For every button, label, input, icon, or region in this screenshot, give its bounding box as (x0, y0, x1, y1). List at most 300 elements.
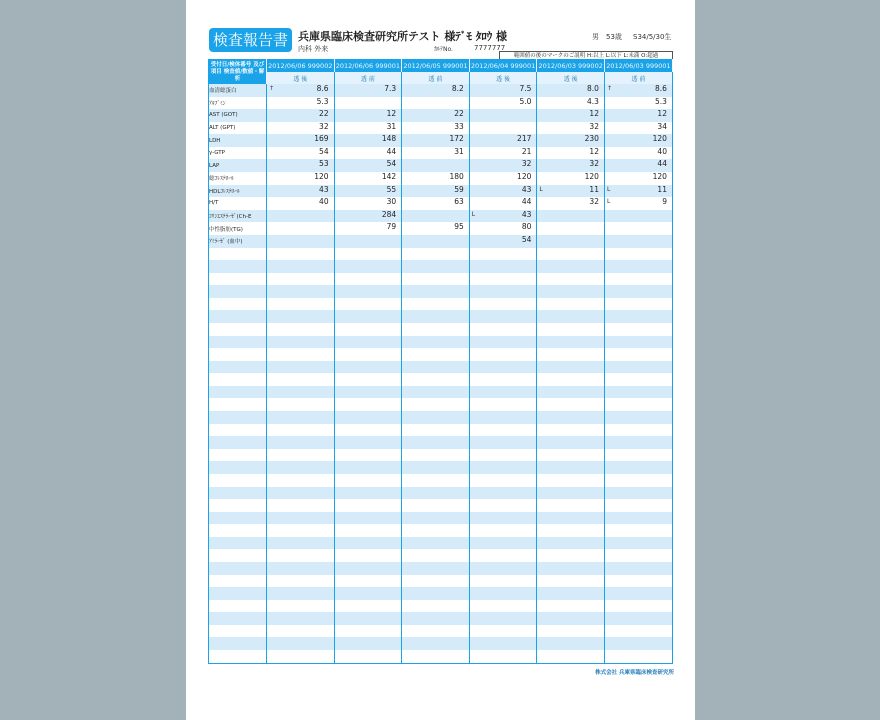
table-row (209, 210, 673, 223)
empty-cell (604, 449, 672, 462)
result-value: 32 (589, 197, 599, 207)
empty-table-row (209, 310, 673, 323)
result-cell (604, 185, 672, 198)
test-item-name: ｺﾘﾝｴｽﾃﾗｰｾﾞ(Ch-E (209, 210, 267, 223)
empty-cell (267, 411, 335, 424)
result-value: 40 (319, 197, 329, 207)
empty-cell (469, 348, 537, 361)
empty-cell (334, 474, 402, 487)
result-value: 8.6 (316, 84, 329, 93)
empty-cell (537, 600, 605, 613)
empty-cell (469, 386, 537, 399)
empty-cell (402, 562, 470, 575)
empty-cell (604, 587, 672, 600)
empty-cell (209, 537, 267, 550)
patient-sex: 男 (592, 33, 599, 41)
empty-cell (469, 260, 537, 273)
result-value: 8.6 (655, 84, 667, 93)
empty-cell (469, 562, 537, 575)
empty-cell (469, 323, 537, 336)
empty-cell (267, 625, 335, 638)
empty-cell (604, 273, 672, 286)
test-item-name: 中性脂肪(TG) (209, 222, 267, 235)
result-value: 32 (319, 121, 329, 131)
empty-table-row (209, 348, 673, 361)
empty-cell (334, 499, 402, 512)
result-value: 120 (652, 134, 667, 144)
empty-cell (209, 512, 267, 525)
empty-cell (537, 348, 605, 361)
empty-cell (469, 625, 537, 638)
result-cell (537, 134, 605, 147)
empty-cell (469, 549, 537, 562)
result-cell (402, 172, 470, 185)
empty-cell (604, 474, 672, 487)
result-value: 4.3 (587, 96, 599, 106)
empty-cell (537, 587, 605, 600)
empty-cell (209, 474, 267, 487)
result-value: 180 (449, 172, 464, 182)
empty-cell (209, 436, 267, 449)
result-value: 80 (521, 222, 532, 232)
empty-cell (334, 637, 402, 650)
table-row (209, 134, 673, 147)
empty-cell (209, 612, 267, 625)
empty-cell (402, 273, 470, 286)
result-value: 44 (521, 197, 532, 207)
result-cell (402, 147, 470, 160)
karte-number-value: 7777777 (474, 44, 506, 52)
empty-cell (334, 612, 402, 625)
empty-cell (537, 449, 605, 462)
report-title-badge: 検査報告書 (209, 28, 292, 52)
result-value: 12 (386, 109, 397, 119)
empty-cell (537, 310, 605, 323)
result-cell (267, 159, 335, 172)
result-cell (267, 97, 335, 110)
result-value: 54 (386, 159, 397, 169)
empty-table-row (209, 386, 673, 399)
result-value: 120 (517, 172, 532, 182)
empty-cell (209, 336, 267, 349)
column-date-header: 2012/06/06 999002 (267, 60, 335, 73)
result-cell (402, 122, 470, 135)
empty-cell (537, 323, 605, 336)
empty-cell (402, 449, 470, 462)
empty-cell (334, 373, 402, 386)
table-row (209, 235, 673, 248)
empty-cell (334, 600, 402, 613)
result-cell (402, 235, 470, 248)
empty-cell (402, 373, 470, 386)
empty-cell (334, 625, 402, 638)
patient-age: 53歳 (606, 33, 622, 41)
empty-table-row (209, 562, 673, 575)
column-date-header: 2012/06/04 999001 (469, 60, 537, 73)
result-cell (469, 197, 537, 210)
table-row (209, 172, 673, 185)
table-row (209, 97, 673, 110)
test-item-name: ｱﾐﾗｰｾﾞ (血中) (209, 235, 267, 248)
empty-cell (604, 575, 672, 588)
empty-cell (469, 637, 537, 650)
result-value: 11 (589, 184, 599, 194)
result-cell (402, 84, 470, 97)
empty-cell (267, 499, 335, 512)
empty-cell (267, 549, 335, 562)
result-value: 32 (589, 159, 599, 169)
table-row (209, 147, 673, 160)
result-value: 12 (589, 146, 599, 156)
empty-table-row (209, 461, 673, 474)
result-cell (537, 222, 605, 235)
empty-cell (267, 512, 335, 525)
result-cell (537, 97, 605, 110)
column-sub-header: 透 前 (334, 72, 402, 84)
empty-cell (209, 424, 267, 437)
empty-cell (209, 487, 267, 500)
empty-cell (537, 361, 605, 374)
result-flag: L (606, 198, 611, 206)
empty-cell (267, 587, 335, 600)
result-value: 55 (386, 184, 397, 194)
result-cell (267, 122, 335, 135)
result-cell (469, 210, 537, 223)
empty-cell (537, 537, 605, 550)
empty-cell (209, 449, 267, 462)
result-cell (604, 210, 672, 223)
empty-cell (604, 373, 672, 386)
empty-cell (267, 562, 335, 575)
result-value: 22 (454, 109, 464, 119)
test-item-name: 総ｺﾚｽﾃﾛｰﾙ (209, 172, 267, 185)
empty-table-row (209, 587, 673, 600)
result-value: 40 (657, 146, 667, 156)
empty-table-row (209, 323, 673, 336)
empty-cell (469, 248, 537, 261)
result-value: 43 (521, 209, 532, 219)
empty-table-row (209, 600, 673, 613)
empty-cell (604, 461, 672, 474)
empty-cell (469, 373, 537, 386)
result-cell (267, 84, 335, 97)
result-cell (469, 97, 537, 110)
empty-cell (334, 487, 402, 500)
empty-cell (402, 461, 470, 474)
test-item-name: HDLｺﾚｽﾃﾛｰﾙ (209, 185, 267, 198)
result-cell (334, 122, 402, 135)
empty-cell (604, 348, 672, 361)
empty-cell (209, 411, 267, 424)
table-row (209, 185, 673, 198)
empty-cell (537, 625, 605, 638)
empty-cell (469, 361, 537, 374)
empty-cell (604, 285, 672, 298)
empty-cell (334, 323, 402, 336)
empty-table-row (209, 512, 673, 525)
report-sheet (186, 0, 695, 720)
empty-cell (469, 587, 537, 600)
result-cell (267, 147, 335, 160)
empty-cell (537, 424, 605, 437)
empty-cell (604, 336, 672, 349)
result-value: 31 (386, 121, 397, 131)
result-flag: L (471, 210, 476, 218)
empty-cell (334, 449, 402, 462)
empty-cell (267, 487, 335, 500)
empty-cell (469, 499, 537, 512)
empty-cell (402, 600, 470, 613)
table-row (209, 122, 673, 135)
empty-cell (469, 310, 537, 323)
empty-cell (267, 398, 335, 411)
result-cell (402, 134, 470, 147)
empty-cell (334, 386, 402, 399)
empty-cell (267, 524, 335, 537)
test-item-name: H/T (209, 197, 267, 210)
empty-cell (209, 600, 267, 613)
empty-cell (334, 336, 402, 349)
empty-cell (537, 499, 605, 512)
empty-table-row (209, 298, 673, 311)
result-cell (402, 185, 470, 198)
empty-cell (604, 248, 672, 261)
empty-cell (469, 273, 537, 286)
column-date-header: 2012/06/03 999001 (604, 60, 672, 73)
empty-table-row (209, 336, 673, 349)
result-cell (402, 159, 470, 172)
empty-cell (267, 474, 335, 487)
empty-cell (604, 386, 672, 399)
result-value: 95 (454, 222, 464, 232)
empty-cell (334, 424, 402, 437)
empty-cell (402, 310, 470, 323)
result-cell (334, 210, 402, 223)
empty-cell (267, 336, 335, 349)
empty-cell (209, 348, 267, 361)
empty-cell (209, 398, 267, 411)
empty-cell (402, 285, 470, 298)
empty-cell (267, 575, 335, 588)
column-date-header: 2012/06/05 999001 (402, 60, 470, 73)
result-cell (537, 84, 605, 97)
empty-table-row (209, 361, 673, 374)
empty-cell (604, 625, 672, 638)
empty-cell (334, 524, 402, 537)
empty-cell (537, 298, 605, 311)
empty-cell (267, 461, 335, 474)
result-cell (334, 235, 402, 248)
result-cell (604, 84, 672, 97)
empty-cell (402, 361, 470, 374)
empty-cell (537, 386, 605, 399)
result-cell (537, 235, 605, 248)
empty-cell (537, 248, 605, 261)
result-cell (267, 185, 335, 198)
result-value: 9 (662, 197, 667, 207)
result-cell (537, 197, 605, 210)
result-cell (604, 147, 672, 160)
patient-title: 兵庫県臨床検査研究所テスト 様ﾃﾞﾓ ﾀﾛｳ 様 (298, 30, 508, 43)
empty-cell (469, 512, 537, 525)
empty-cell (209, 273, 267, 286)
empty-table-row (209, 273, 673, 286)
empty-cell (267, 612, 335, 625)
result-value: 142 (381, 172, 397, 182)
column-date-header: 2012/06/06 999001 (334, 60, 402, 73)
empty-cell (469, 537, 537, 550)
empty-cell (537, 512, 605, 525)
result-value: 7.3 (384, 84, 397, 93)
result-cell (604, 134, 672, 147)
empty-table-row (209, 248, 673, 261)
empty-table-row (209, 373, 673, 386)
empty-cell (469, 474, 537, 487)
result-cell (334, 109, 402, 122)
empty-cell (402, 524, 470, 537)
empty-cell (604, 487, 672, 500)
column-sub-header: 透 前 (402, 72, 470, 84)
result-cell (334, 197, 402, 210)
empty-cell (267, 260, 335, 273)
result-value: 30 (386, 197, 397, 207)
department-label: 内科 外来 (298, 45, 329, 53)
result-value: 12 (657, 109, 667, 119)
empty-cell (402, 499, 470, 512)
empty-cell (209, 323, 267, 336)
empty-cell (402, 260, 470, 273)
result-cell (267, 197, 335, 210)
empty-cell (604, 398, 672, 411)
empty-cell (267, 424, 335, 437)
flag-legend: 範囲値の後のマークのご説明 H:以上 L:以下 L:未満 O:超過 (499, 51, 673, 61)
empty-table-row (209, 637, 673, 650)
empty-table-row (209, 285, 673, 298)
result-cell (604, 172, 672, 185)
empty-cell (604, 650, 672, 663)
empty-cell (334, 650, 402, 663)
empty-cell (402, 248, 470, 261)
empty-cell (604, 537, 672, 550)
empty-cell (209, 575, 267, 588)
result-flag: L (539, 185, 543, 193)
result-value: 7.5 (519, 84, 532, 93)
empty-cell (604, 637, 672, 650)
result-cell (604, 235, 672, 248)
empty-cell (209, 285, 267, 298)
test-item-name: LAP (209, 159, 267, 172)
result-cell (402, 97, 470, 110)
empty-cell (604, 499, 672, 512)
result-cell (469, 109, 537, 122)
empty-cell (334, 260, 402, 273)
empty-cell (209, 260, 267, 273)
empty-cell (267, 449, 335, 462)
result-value: 59 (454, 184, 464, 194)
result-cell (469, 222, 537, 235)
result-cell (267, 109, 335, 122)
empty-cell (469, 524, 537, 537)
empty-cell (469, 487, 537, 500)
result-cell (537, 122, 605, 135)
empty-cell (469, 436, 537, 449)
empty-cell (267, 537, 335, 550)
empty-cell (537, 575, 605, 588)
result-value: 12 (589, 109, 599, 119)
result-value: 284 (381, 209, 397, 219)
empty-cell (267, 637, 335, 650)
empty-cell (604, 512, 672, 525)
empty-cell (604, 424, 672, 437)
empty-cell (469, 650, 537, 663)
result-cell (469, 122, 537, 135)
result-cell (267, 235, 335, 248)
empty-cell (209, 549, 267, 562)
empty-cell (267, 298, 335, 311)
empty-cell (537, 487, 605, 500)
empty-cell (209, 310, 267, 323)
result-value: 5.0 (519, 96, 532, 106)
empty-cell (267, 348, 335, 361)
empty-cell (334, 285, 402, 298)
result-value: 22 (319, 109, 329, 119)
empty-cell (267, 361, 335, 374)
empty-cell (334, 562, 402, 575)
empty-cell (402, 298, 470, 311)
result-cell (469, 134, 537, 147)
empty-cell (334, 461, 402, 474)
empty-cell (469, 424, 537, 437)
result-cell (267, 172, 335, 185)
result-cell (537, 172, 605, 185)
result-cell (469, 147, 537, 160)
empty-cell (402, 512, 470, 525)
result-cell (469, 159, 537, 172)
result-value: 54 (319, 146, 329, 156)
result-value: 148 (381, 134, 397, 144)
result-cell (402, 109, 470, 122)
result-value: 172 (449, 134, 464, 144)
lab-results-table (208, 59, 673, 664)
result-cell (604, 122, 672, 135)
empty-cell (537, 637, 605, 650)
empty-cell (469, 298, 537, 311)
result-cell (267, 134, 335, 147)
result-cell (334, 134, 402, 147)
empty-cell (267, 600, 335, 613)
result-value: 54 (521, 234, 532, 244)
empty-cell (402, 587, 470, 600)
column-sub-header: 透 前 (604, 72, 672, 84)
empty-cell (334, 436, 402, 449)
table-row (209, 159, 673, 172)
result-value: 11 (657, 184, 667, 194)
empty-table-row (209, 411, 673, 424)
empty-cell (537, 650, 605, 663)
result-value: 21 (521, 146, 532, 156)
empty-cell (537, 373, 605, 386)
empty-cell (537, 612, 605, 625)
result-cell (334, 222, 402, 235)
empty-cell (334, 273, 402, 286)
result-value: 120 (584, 172, 599, 182)
empty-table-row (209, 537, 673, 550)
empty-cell (209, 248, 267, 261)
empty-table-row (209, 474, 673, 487)
empty-cell (537, 273, 605, 286)
result-cell (267, 222, 335, 235)
result-cell (402, 197, 470, 210)
